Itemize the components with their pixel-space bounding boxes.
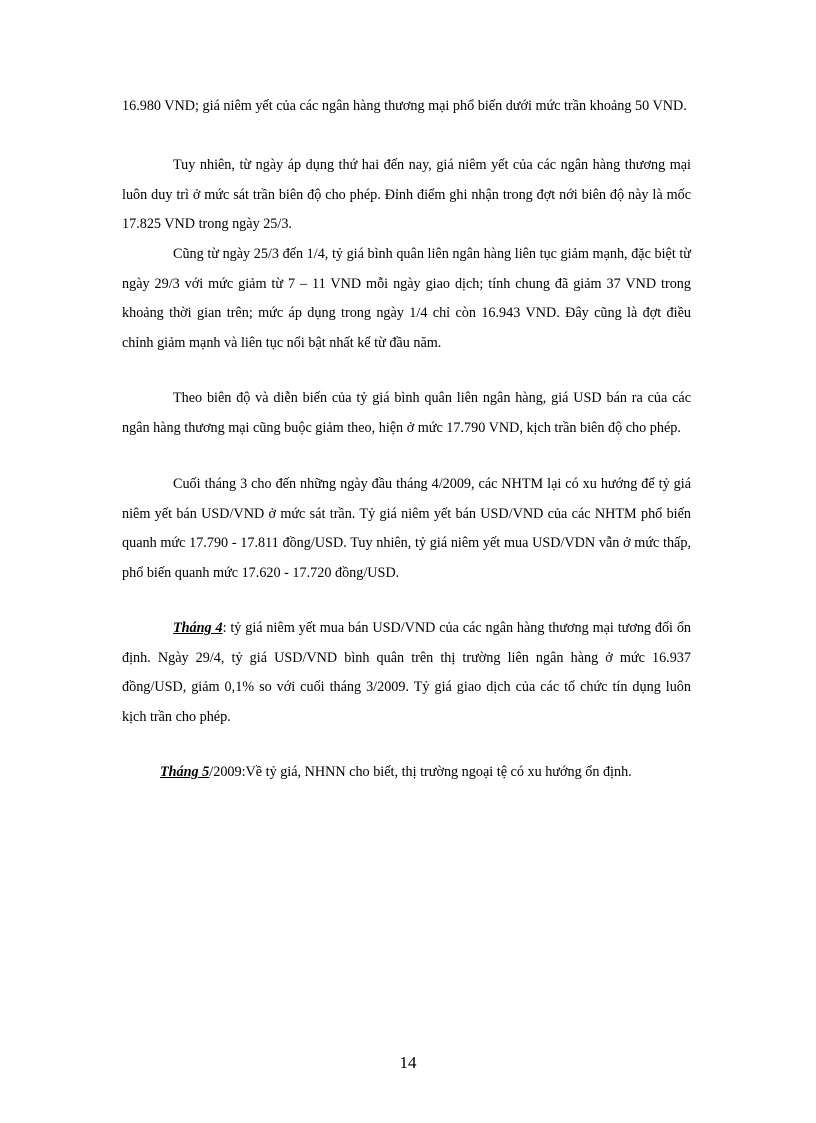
month4-text: : tỷ giá niêm yết mua bán USD/VND của các ngân hàng thương mại tương đối ổn định. Ngày 29/4, tỷ giá USD/VND bình quân trên thị trường liên ngân hàng ở mức 16.937 đồng/USD, giảm 0,1% so với cuối tháng 3/2009. Tỷ giá giao dịch của các tổ chức tín dụng luôn kịch trần cho phép.	[122, 620, 692, 725]
paragraph-1: 16.980 VND; giá niêm yết của các ngân hàng thương mại phổ biến dưới mức trần khoảng 50 VND.	[122, 98, 687, 114]
paragraph-month5	[122, 758, 691, 788]
paragraph-3: Cũng từ ngày 25/3 đến 1/4, tỷ giá bình quân liên ngân hàng liên tục giảm mạnh, đặc biệt từ ngày 29/3 với mức giảm từ 7 – 11 VND mỗi ngày giao dịch; tính chung đã giảm 37 VND trong khoảng thời gian trên; mức áp dụng trong ngày 1/4 chỉ còn 16.943 VND. Đây cũng là đợt điều chỉnh giảm mạnh và liên tục nổi bật nhất kể từ đầu năm.	[122, 246, 691, 351]
paragraph-4: Theo biên độ và diễn biến của tỷ giá bình quân liên ngân hàng, giá USD bán ra của các ngân hàng thương mại cũng buộc giảm theo, hiện ở mức 17.790 VND, kịch trần biên độ cho phép.	[122, 390, 691, 436]
month5-label: Tháng 5	[160, 764, 210, 780]
page-number: 14	[399, 1053, 417, 1072]
paragraph-2: Tuy nhiên, từ ngày áp dụng thứ hai đến nay, giá niêm yết của các ngân hàng thương mại luôn duy trì ở mức sát trần biên độ cho phép. Đỉnh điểm ghi nhận trong đợt nới biên độ này là mốc 17.825 VND trong ngày 25/3.	[122, 157, 691, 232]
month4-label: Tháng 4	[173, 620, 223, 636]
paragraph-5: Cuối tháng 3 cho đến những ngày đầu tháng 4/2009, các NHTM lại có xu hướng để tỷ giá niêm yết bán USD/VND ở mức sát trần. Tỷ giá niêm yết bán USD/VND của các NHTM phổ biến quanh mức 17.790 - 17.811 đồng/USD. Tuy nhiên, tỷ giá niêm yết mua USD/VDN vẫn ở mức thấp, phổ biến quanh mức 17.620 - 17.720 đồng/USD.	[122, 476, 691, 581]
month5-text: /2009:Về tỷ giá, NHNN cho biết, thị trường ngoại tệ có xu hướng ổn định.	[209, 764, 632, 780]
paragraph-month4	[122, 614, 691, 732]
